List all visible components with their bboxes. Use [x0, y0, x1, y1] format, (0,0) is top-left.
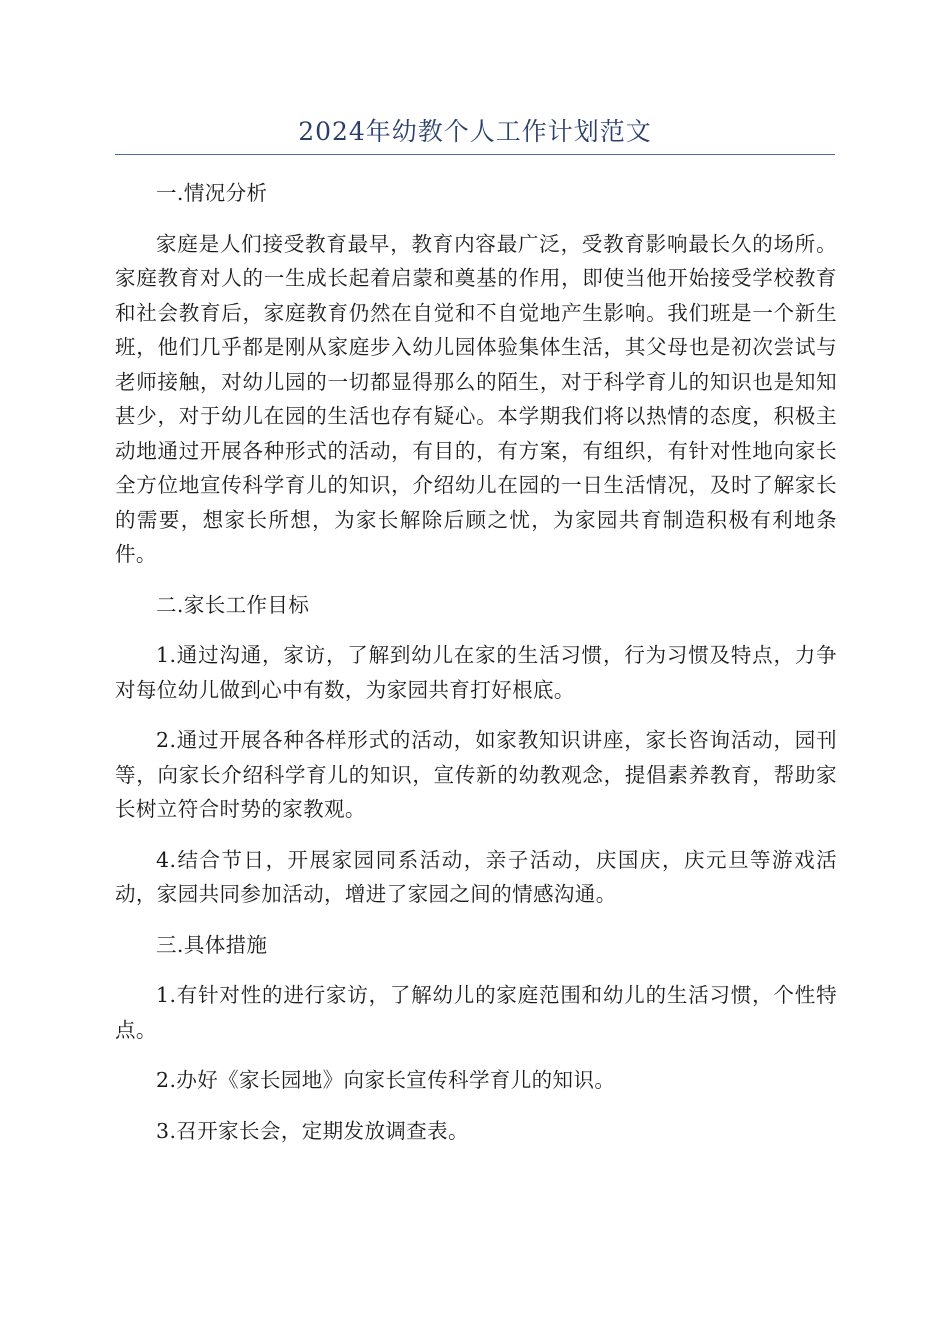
paragraph-measure-1: 1.有针对性的进行家访，了解幼儿的家庭范围和幼儿的生活习惯，个性特点。	[115, 983, 837, 1042]
section-heading-situation-analysis: 一.情况分析	[156, 181, 268, 205]
paragraph-goal-1: 1.通过沟通，家访，了解到幼儿在家的生活习惯，行为习惯及特点，力争对每位幼儿做到心中有数，为家园共育打好根底。	[115, 643, 837, 702]
paragraph-goal-4: 4.结合节日，开展家园同系活动，亲子活动，庆国庆，庆元旦等游戏活动，家园共同参加活动，增进了家园之间的情感沟通。	[115, 847, 837, 906]
title-underline	[115, 154, 835, 155]
section-heading-parent-work-goals: 二.家长工作目标	[156, 592, 310, 617]
paragraph-measure-2: 2.办好《家长园地》向家长宣传科学育儿的知识。	[156, 1068, 616, 1092]
paragraph-goal-2: 2.通过开展各种各样形式的活动，如家教知识讲座，家长咨询活动，园刊等，向家长介绍科学育儿的知识，宣传新的幼教观念，提倡素养教育，帮助家长树立符合时势的家教观。	[115, 728, 837, 821]
document-title: 2024年幼教个人工作计划范文	[298, 117, 652, 146]
section-heading-specific-measures: 三.具体措施	[156, 932, 268, 957]
paragraph-measure-3: 3.召开家长会，定期发放调查表。	[156, 1118, 469, 1143]
paragraph-situation-analysis: 家庭是人们接受教育最早，教育内容最广泛，受教育影响最长久的场所。家庭教育对人的一生成长起着启蒙和奠基的作用，即使当他开始接受学校教育和社会教育后，家庭教育仍然在自觉和不自觉地产生影响。我们班是一个新生班，他们几乎都是刚从家庭步入幼儿园体验集体生活，其父母也是初次尝试与老师接触，对幼儿园的一切都显得那么的陌生，对于科学育儿的知识也是知知甚少，对于幼儿在园的生活也存有疑心。本学期我们将以热情的态度，积极主动地通过开展各种形式的活动，有目的，有方案，有组织，有针对性地向家长全方位地宣传科学育儿的知识，介绍幼儿在园的一日生活情况，及时了解家长的需要，想家长所想，为家长解除后顾之忧，为家园共育制造积极有利地条件。	[115, 231, 837, 566]
document-body	[115, 176, 837, 1164]
